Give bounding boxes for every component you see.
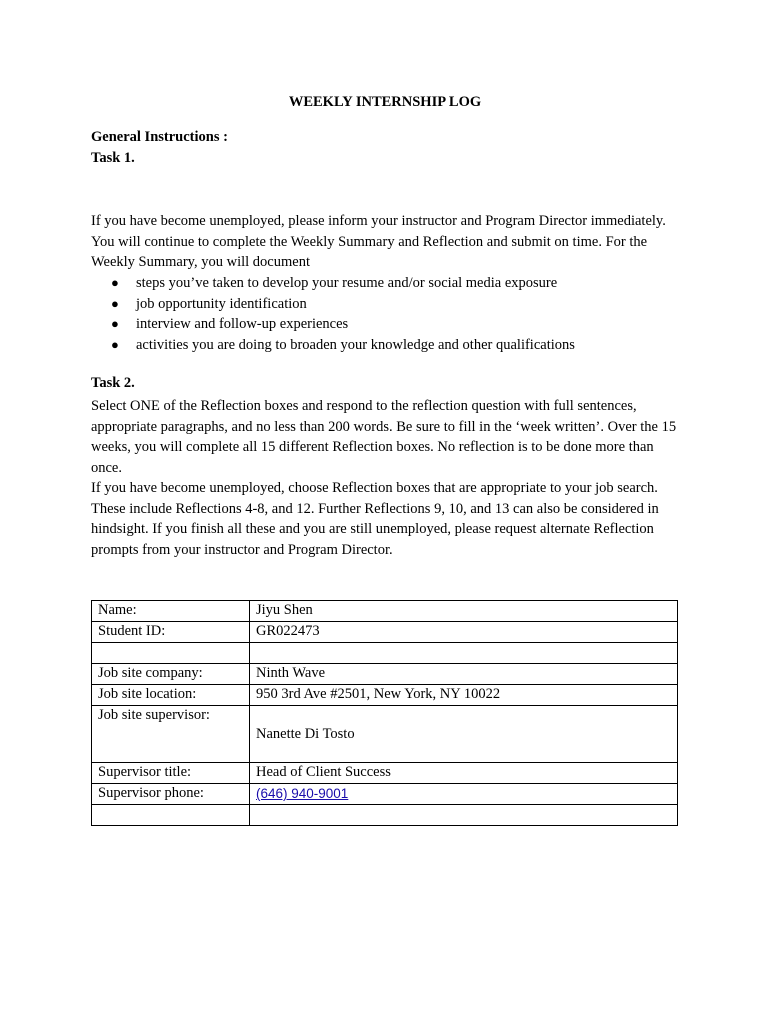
list-item — [91, 335, 575, 356]
location-value: 950 3rd Ave #2501, New York, NY 10022 — [250, 685, 678, 706]
student-info-table — [91, 600, 678, 826]
company-value: Ninth Wave — [250, 664, 678, 685]
task2-paragraph-1: Select ONE of the Reflection boxes and respond to the reflection question with full sentences, appropriate paragraphs, and no less than 200 words. Be sure to fill in the ‘week written’. Over the 15 weeks, you will complete all 15 different Reflection boxes. No reflection is to be done more than once. — [91, 398, 677, 477]
list-item-text: activities you are doing to broaden your knowledge and other qualifications — [136, 336, 575, 353]
bullet-icon: ● — [111, 295, 119, 311]
table-row — [92, 763, 678, 784]
list-item — [91, 273, 575, 294]
table-row — [92, 622, 678, 643]
supervisor-phone-label: Supervisor phone: — [92, 784, 250, 805]
supervisor-title-value: Head of Client Success — [250, 763, 678, 784]
table-row — [92, 643, 678, 664]
empty-cell — [250, 643, 678, 664]
supervisor-label: Job site supervisor: — [92, 706, 250, 763]
task2-heading: Task 2. — [91, 375, 135, 391]
supervisor-title-label: Supervisor title: — [92, 763, 250, 784]
task1-paragraph: If you have become unemployed, please inform your instructor and Program Director immediately. You will continue to complete the Weekly Summary and Reflection and submit on time. For the Weekly Summary, you will document — [91, 213, 666, 271]
bullet-icon: ● — [111, 336, 119, 352]
student-id-value: GR022473 — [250, 622, 678, 643]
list-item — [91, 294, 575, 315]
student-id-label: Student ID: — [92, 622, 250, 643]
empty-cell — [92, 805, 250, 826]
supervisor-phone-cell — [250, 784, 678, 805]
list-item-text: interview and follow-up experiences — [136, 316, 349, 332]
list-item — [91, 314, 575, 335]
supervisor-value: Nanette Di Tosto — [250, 706, 678, 763]
task1-bullet-list — [91, 273, 575, 355]
document-title: WEEKLY INTERNSHIP LOG — [288, 94, 482, 110]
supervisor-phone-link[interactable]: (646) 940-9001 — [256, 786, 349, 801]
name-label: Name: — [92, 601, 250, 622]
location-label: Job site location: — [92, 685, 250, 706]
name-value: Jiyu Shen — [250, 601, 678, 622]
general-instructions-heading: General Instructions : — [91, 129, 228, 145]
company-label: Job site company: — [92, 664, 250, 685]
table-row — [92, 664, 678, 685]
bullet-icon: ● — [111, 275, 119, 290]
table-row — [92, 706, 678, 763]
bullet-icon: ● — [111, 316, 119, 331]
task2-paragraph-2: If you have become unemployed, choose Reflection boxes that are appropriate to your job search. These include Reflections 4-8, and 12. Further Reflections 9, 10, and 13 can also be considered in hindsight. If you finish all these and you are still unemployed, please request alternate Reflection prompts from your instructor and Program Director. — [91, 480, 659, 559]
table-row — [92, 601, 678, 622]
empty-cell — [250, 805, 678, 826]
list-item-text: steps you’ve taken to develop your resume and/or social media exposure — [136, 275, 558, 291]
list-item-text: job opportunity identification — [136, 295, 307, 312]
table-row — [92, 805, 678, 826]
task1-heading: Task 1. — [91, 150, 135, 166]
empty-cell — [92, 643, 250, 664]
table-row — [92, 685, 678, 706]
table-row — [92, 784, 678, 805]
